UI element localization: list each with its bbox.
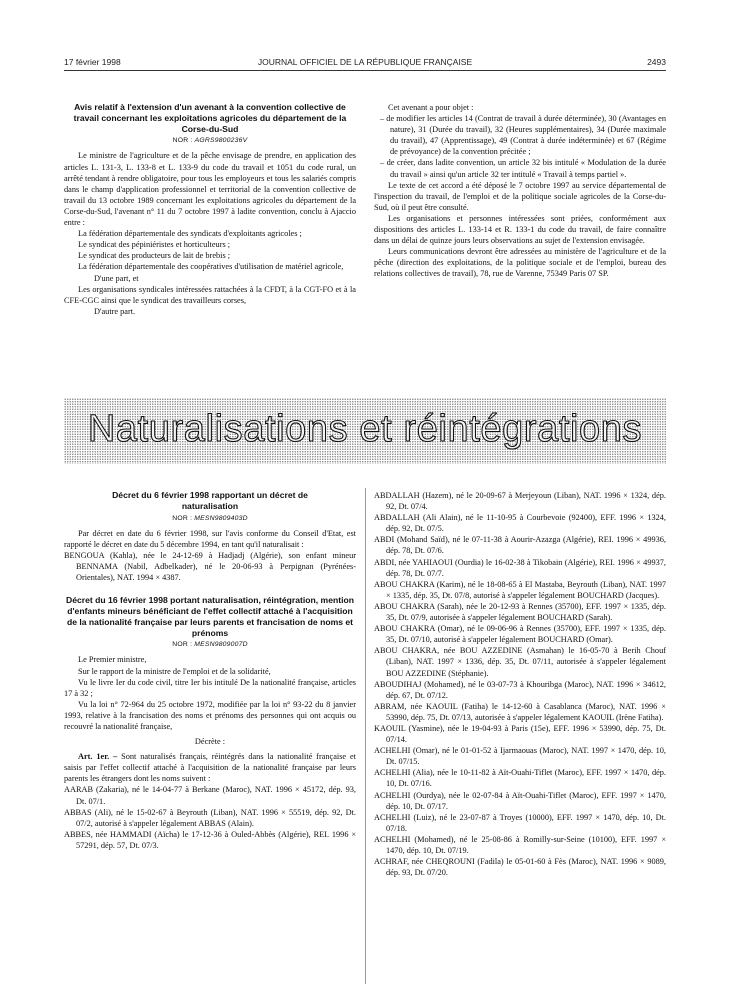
decret2-paragraph: Sur le rapport de la ministre de l'emploi et de la solidarité, (78, 666, 271, 676)
avis-signatory: La fédération départementale des coopératives d'utilisation de matériel agricole, (78, 262, 344, 272)
naturalisation-entry: ACHELHI (Alia), née le 10-11-82 à Aït-Ouahi-Tiflet (Maroc), EFF. 1997 × 1470, dép. 10, Dt. 07/16. (374, 768, 666, 789)
header-journal-title: JOURNAL OFFICIEL DE LA RÉPUBLIQUE FRANÇAISE (257, 57, 473, 67)
decret2-paragraph: Vu le livre Ier du code civil, titre Ier bis intitulé De la nationalité française, articles 17 à 32 ; (64, 677, 356, 698)
section-banner (64, 398, 666, 464)
naturalisation-entry: ACHELHI (Mohamed), né le 25-08-86 à Romilly-sur-Seine (10100), EFF. 1997 × 1470, dép. 10, Dt. 07/19. (374, 834, 666, 855)
avis-paragraph: Le texte de cet accord a été déposé le 7 octobre 1997 au service départemental de l'inspection du travail, de l'emploi et de la politique sociale agricoles de la Corse-du-Sud, où il peut être consulté. (374, 180, 666, 212)
naturalisation-entry: ACHELHI (Ourdya), née le 02-07-84 à Aït-Ouahi-Tiflet (Maroc), EFF. 1997 × 1470, dép. 10, Dt. 07/17. (374, 790, 666, 811)
header-date: 17 février 1998 (64, 57, 121, 67)
header-page-number: 2493 (647, 57, 666, 67)
decret1-title: Décret du 6 février 1998 rapportant un décret de naturalisation (112, 490, 308, 511)
header-rule (64, 70, 666, 71)
avis-signatory: Les organisations syndicales intéressées rattachées à la CFDT, à la CGT-FO et à la CFE-CGC ainsi que le syndicat des travailleurs corses, (64, 284, 356, 305)
naturalisation-entry: ABDI, née YAHIAOUI (Ourdia) le 16-02-38 à Tikobain (Algérie), REI. 1996 × 49937, dép. 78, Dt. 07/7. (374, 557, 666, 578)
decret2-paragraph: Vu la loi n° 72-964 du 25 octobre 1972, modifiée par la loi n° 93-22 du 8 janvier 1993, relative à la francisation des noms et prénoms des personnes qui ont acquis ou recouvré la nationalité française, (64, 699, 356, 731)
naturalisation-entry: ACHELHI (Luiz), né le 23-07-87 à Troyes (10000), EFF. 1997 × 1470, dép. 10, Dt. 07/18. (374, 812, 666, 833)
decret2-article-1 (64, 751, 356, 784)
naturalisation-entry: KAOUIL (Yasmine), née le 19-04-93 à Paris (15e), EFF. 1996 × 53990, dép. 75, Dt. 07/14. (374, 723, 666, 745)
decret1-paragraph: Par décret en date du 6 février 1998, sur l'avis conforme du Conseil d'Etat, est rapporté le décret en date du 5 décembre 1994, en tant qu'il naturalisait : (64, 528, 356, 549)
avis-object-item: – de modifier les articles 14 (Contrat de travail à durée déterminée), 30 (Avantages en nature), 31 (Durée du travail), 32 (Heures supplémentaires), 34 (Durée maximale du travail), 47 (Apprentissage), 49 (Contrat à durée indéterminée) et 67 (Régime de prévoyance) de la convention précitée ; (380, 114, 666, 157)
section-banner-title: Naturalisations et réintégrations (87, 408, 643, 450)
naturalisation-entry: ABOU CHAKRA (Sarah), née le 20-12-93 à Rennes (35700), EFF. 1997 × 1335, dép. 35, Dt. 07/9, autorisée à s'appeler légalement BOUCHARD (Sarah). (374, 601, 666, 623)
naturalisation-entry: ABOU CHAKRA (Karim), né le 18-08-65 à El Mastaba, Beyrouth (Liban), NAT. 1997 × 1335, dép. 35, Dt. 07/8, autorisé à s'appeler légalement BOUCHARD (Jacques). (374, 579, 666, 600)
decret2-nor-code: MESN9809007D (194, 641, 248, 649)
naturalisation-entry: AARAB (Zakaria), né le 14-04-77 à Berkane (Maroc), NAT. 1996 × 45172, dép. 93, Dt. 07/1. (64, 785, 356, 806)
decrets-left-column (64, 490, 356, 851)
column-divider (365, 488, 366, 984)
decret2-decrete: Décrète : (194, 737, 226, 747)
decret2-nor: NOR : MESN9809007D (172, 641, 248, 649)
avis-paragraph: Le ministre de l'agriculture et de la pêche envisage de prendre, en application des articles L. 131-3, L. 133-8 et L. 133-9 du code du travail et 1051 du code rural, un arrêté tendant à rendre obligatoire, pour tous les employeurs et tous les salariés compris dans le champ d'application professionnel et territorial de la convention collective de travail du 13 octobre 1989 concernant les exploitations agricoles du département de la Corse-du-Sud, l'avenant n° 11 du 7 octobre 1997 à ladite convention, conclu à Ajaccio entre : (64, 151, 356, 228)
decret1-nor: NOR : MESN9809403D (172, 514, 248, 522)
avis-left-column (64, 102, 356, 317)
decrets-right-column (374, 490, 666, 878)
decret1-nor-code: MESN9809403D (194, 514, 248, 522)
naturalisation-entry: ACHELHI (Omar), né le 01-01-52 à Ijarmaouas (Maroc), NAT. 1997 × 1470, dép. 10, Dt. 07/15. (374, 746, 666, 767)
avis-right-column (374, 102, 666, 280)
naturalisation-entry: ABOUDIHAJ (Mohamed), né le 03-07-73 à Khouribga (Maroc), NAT. 1996 × 34612, dép. 67, Dt. 07/12. (374, 679, 666, 700)
avis-title: Avis relatif à l'extension d'un avenant à la convention collective de travail concernant les exploitations agricoles du département de la Corse-du-Sud (73, 102, 347, 134)
naturalisation-entry: ACHRAF, née CHEQROUNI (Fadila) le 05-01-60 à Fès (Maroc), NAT. 1996 × 9089, dép. 93, Dt. 07/20. (374, 857, 666, 878)
avis-object-intro: Cet avenant a pour objet : (388, 103, 474, 112)
naturalisation-entry: ABDALLAH (Hazem), né le 20-09-67 à Merjeyoun (Liban), NAT. 1996 × 1324, dép. 92, Dt. 07/4. (374, 491, 666, 512)
naturalisation-entry: ABOU CHAKRA, née BOU AZZEDINE (Asmahan) le 16-05-70 à Berih Chouf (Liban), NAT. 1997 × 1336, dép. 35, Dt. 07/11, autorisée à s'appeler légalement BOU AZZEDINE (Stéphanie). (374, 646, 666, 678)
avis-object-item: – de créer, dans ladite convention, un article 32 bis intitulé « Modulation de la durée du travail » ainsi qu'un article 32 ter intitulé « Travail à temps partiel ». (380, 158, 666, 179)
avis-paragraph: Les organisations et personnes intéressées sont priées, conformément aux dispositions des articles L. 133-14 et R. 133-1 du code du travail, de faire connaître dans un délai de quinze jours leurs observations au sujet de l'extension envisagée. (374, 213, 666, 246)
article-label: Art. 1er. – (78, 752, 118, 762)
article-text: Sont naturalisés français, réintégrés dans la nationalité française et saisis par l'effet collectif attaché à l'acquisition de la nationalité française par leurs parents les étrangers dont les noms suivent : (64, 752, 356, 784)
avis-signatory: Le syndicat des pépiniéristes et horticulteurs ; (78, 240, 231, 250)
naturalisation-entry: ABDALLAH (Ali Alain), né le 11-10-95 à Courbevoie (92400), EFF. 1996 × 1324, dép. 92, Dt. 07/5. (374, 513, 666, 534)
naturalisation-entry: ABOU CHAKRA (Omar), né le 09-06-96 à Rennes (35700), EFF. 1997 × 1335, dép. 35, Dt. 07/10, autorisé à s'appeler légalement BOUCHARD (Omar). (374, 624, 666, 645)
avis-signatory: Le syndicat des producteurs de lait de brebis ; (78, 251, 231, 261)
naturalisation-entry: ABBAS (Ali), né le 15-02-67 à Beyrouth (Liban), NAT. 1996 × 55519, dép. 92, Dt. 07/2, autorisé à s'appeler légalement ABBAS (Alain). (64, 807, 356, 828)
running-header (64, 54, 666, 70)
decret1-entry: BENGOUA (Kahla), née le 24-12-69 à Hadjadj (Algérie), son enfant mineur BENNAMA (Nabil, Adbelkader), né le 20-06-93 à Perpignan (Pyrénées-Orientales), NAT. 1994 × 4387. (64, 550, 356, 583)
avis-nor: NOR : AGRS9800236V (172, 137, 248, 145)
avis-nor-code: AGRS9800236V (194, 137, 248, 145)
avis-signatory: La fédération départementale des syndicats d'exploitants agricoles ; (78, 229, 302, 239)
naturalisation-entry: ABDI (Mohand Saïd), né le 07-11-38 à Aourir-Azazga (Algérie), REI. 1996 × 49936, dép. 78, Dt. 07/6. (374, 535, 666, 556)
avis-paragraph: Leurs communications devront être adressées au ministère de l'agriculture et de la pêche (direction des exploitations, de la politique sociale et de l'emploi, bureau des relations collectives de travail), 78, rue de Varenne, 75349 Paris 07 SP. (374, 247, 666, 279)
naturalisation-entry: ABRAM, née KAOUIL (Fatiha) le 14-12-60 à Casablanca (Maroc), NAT. 1996 × 53990, dép. 75, Dt. 07/13, autorisée à s'appeler légalement KAOUIL (Irène Fatiha). (374, 701, 666, 722)
avis-part-label: D'autre part. (94, 306, 136, 316)
decret2-title: Décret du 16 février 1998 portant naturalisation, réintégration, mention d'enfants mineurs bénéficiant de l'effet collectif attaché à l'acquisition de la nationalité française par leurs parents et francisation de noms et prénoms (66, 595, 354, 638)
avis-part-label: D'une part, et (94, 273, 139, 283)
naturalisation-entry: ABBES, née HAMMADI (Aïcha) le 17-12-36 à Ouled-Abbès (Algérie), REI. 1996 × 57291, dép. 57, Dt. 07/3. (64, 829, 356, 850)
decret2-paragraph: Le Premier ministre, (78, 655, 147, 665)
